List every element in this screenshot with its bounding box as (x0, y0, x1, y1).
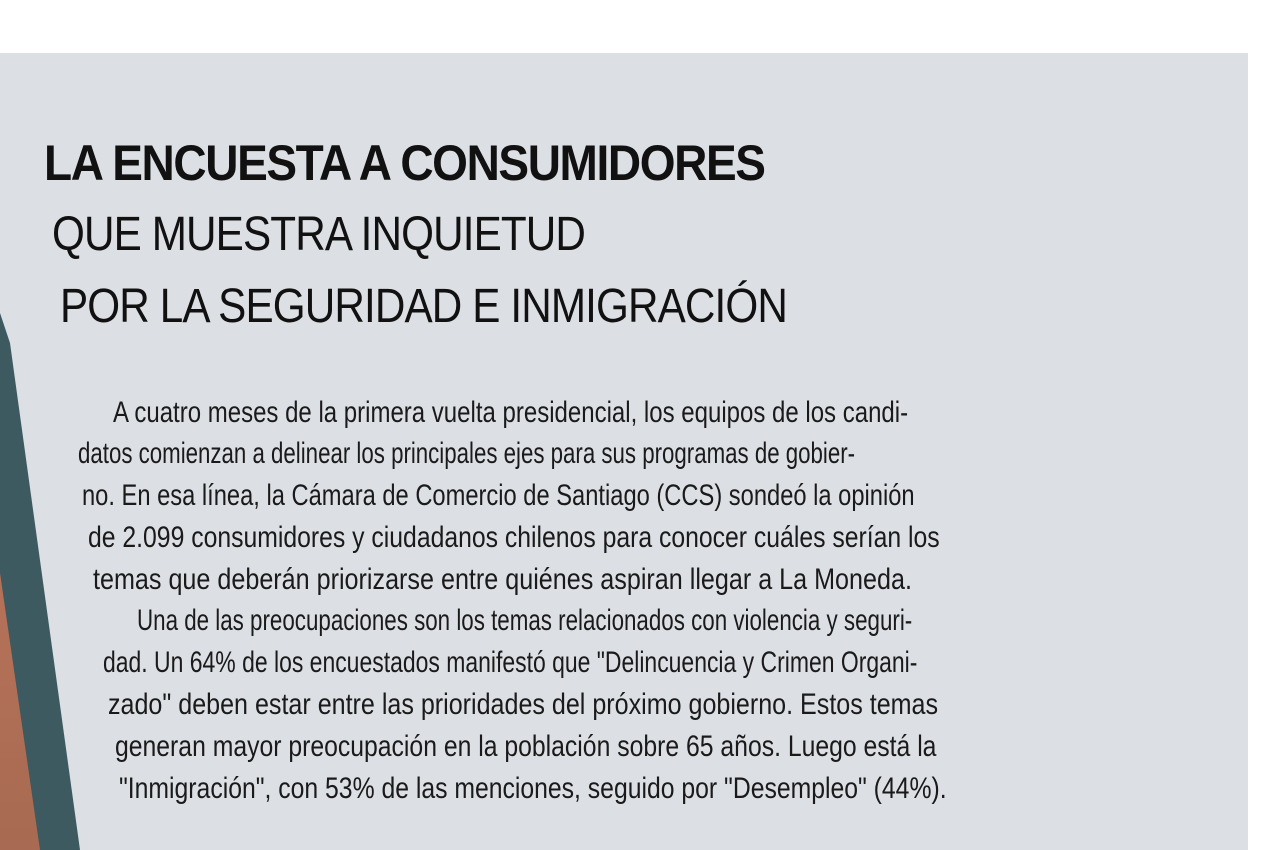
body-line: zado" deben estar entre las prioridades del próximo gobierno. Estos temas (108, 688, 939, 721)
body-line: de 2.099 consumidores y ciudadanos chilenos para conocer cuáles serían los (88, 521, 940, 554)
body-line: generan mayor preocupación en la población sobre 65 años. Luego está la (115, 730, 937, 763)
body-line: dad. Un 64% de los encuestados manifestó que "Delincuencia y Crimen Organi- (103, 646, 918, 679)
headline-line-3: POR LA SEGURIDAD E INMIGRACIÓN (60, 280, 788, 333)
body-line: datos comienzan a delinear los principales ejes para sus programas de gobier- (78, 437, 856, 470)
body-line: A cuatro meses de la primera vuelta presidencial, los equipos de los candi- (113, 396, 909, 429)
headline-line-1: LA ENCUESTA A CONSUMIDORES (44, 135, 765, 191)
body-line: "Inmigración", con 53% de las menciones, seguido por "Desempleo" (44%). (119, 772, 947, 805)
body-line: no. En esa línea, la Cámara de Comercio de Santiago (CCS) sondeó la opinión (82, 479, 915, 512)
body-line: Una de las preocupaciones son los temas relacionados con violencia y seguri- (137, 604, 913, 637)
body-line: temas que deberán priorizarse entre quiénes aspiran llegar a La Moneda. (93, 563, 912, 596)
headline-line-2: QUE MUESTRA INQUIETUD (52, 208, 586, 261)
